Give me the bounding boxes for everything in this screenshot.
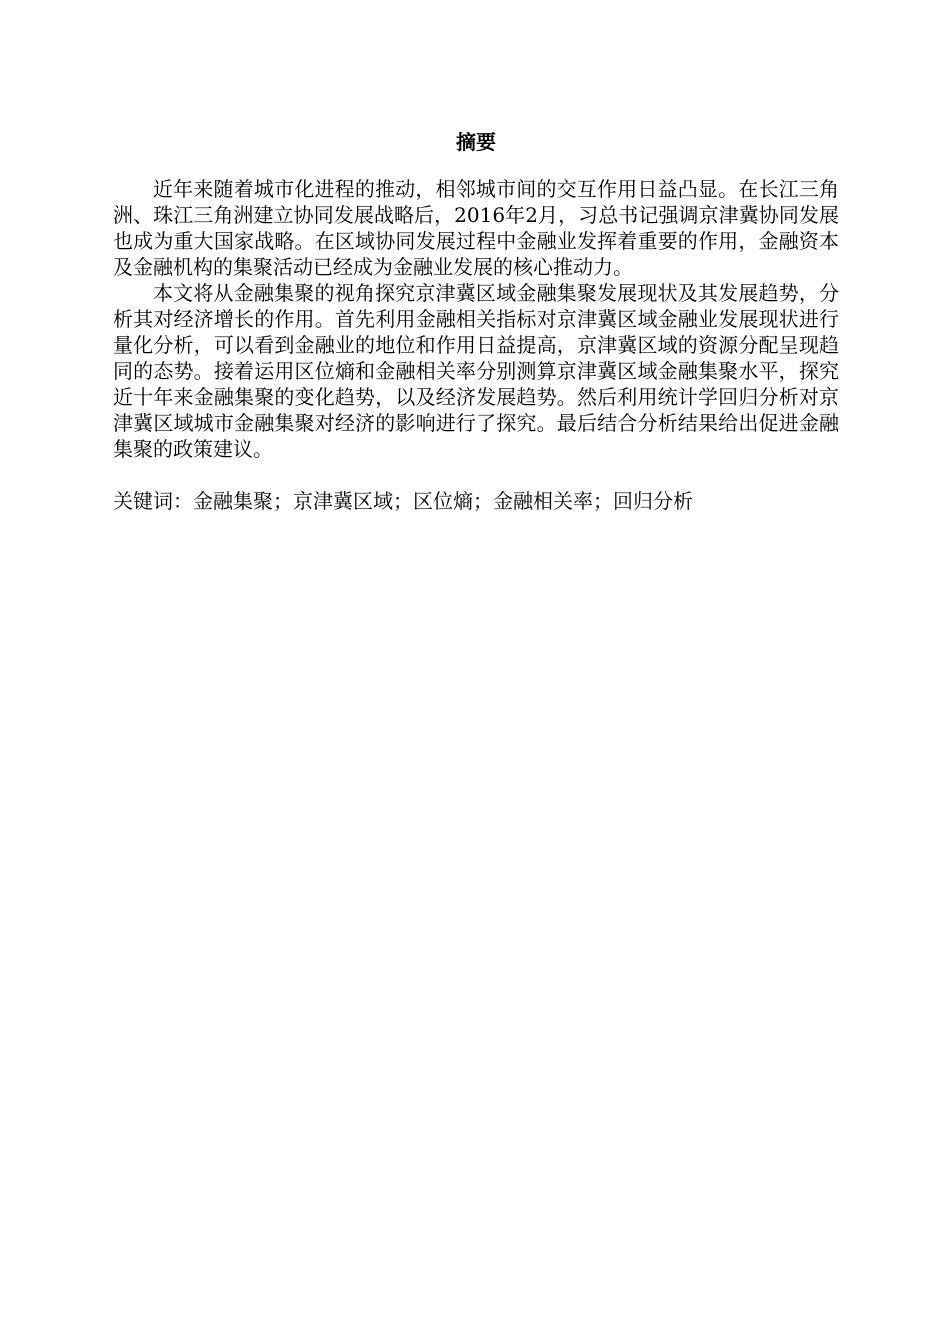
keywords-label: 关键词： <box>113 489 193 513</box>
document-page <box>113 128 839 514</box>
abstract-paragraph-1: 近年来随着城市化进程的推动，相邻城市间的交互作用日益凸显。在长江三角洲、珠江三角洲建立协同发展战略后，2016年2月，习总书记强调京津冀协同发展也成为重大国家战略。在区域协同发展过程中金融业发挥着重要的作用，金融资本及金融机构的集聚活动已经成为金融业发展的核心推动力。 <box>113 177 839 279</box>
abstract-title: 摘要 <box>456 130 496 154</box>
abstract-paragraph-2: 本文将从金融集聚的视角探究京津冀区域金融集聚发展现状及其发展趋势，分析其对经济增长的作用。首先利用金融相关指标对京津冀区域金融业发展现状进行量化分析，可以看到金融业的地位和作用日益提高，京津冀区域的资源分配呈现趋同的态势。接着运用区位熵和金融相关率分别测算京津冀区域金融集聚水平，探究近十年来金融集聚的变化趋势，以及经济发展趋势。然后利用统计学回归分析对京津冀区域城市金融集聚对经济的影响进行了探究。最后结合分析结果给出促进金融集聚的政策建议。 <box>113 281 839 461</box>
keywords-text: 金融集聚；京津冀区域；区位熵；金融相关率；回归分析 <box>193 489 693 513</box>
keywords-line <box>113 488 839 514</box>
